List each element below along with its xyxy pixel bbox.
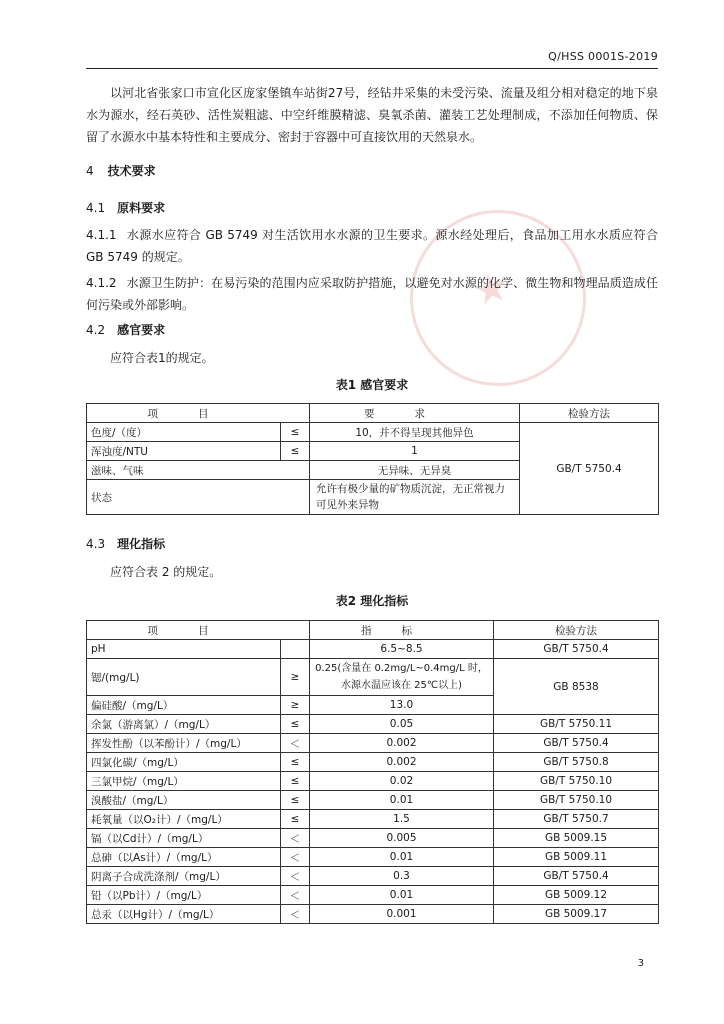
table-row xyxy=(87,640,659,659)
row-requirement: 无异味、无异臭 xyxy=(310,461,520,480)
table-row xyxy=(87,659,659,696)
intro-paragraph: 以河北省张家口市宣化区庞家堡镇车站街27号，经钻井采集的未受污染、流量及组分相对稳定的地下泉水为源水，经石英砂、活性炭粗滤、中空纤维膜精滤、臭氧杀菌、灌装工艺处理制成，不添加任何物质、保留了水源水中基本特性和主要成分、密封于容器中可直接饮用的天然泉水。 xyxy=(86,86,658,144)
section-number: 4.2 xyxy=(86,323,106,337)
row-name: 三氯甲烷/（mg/L） xyxy=(87,772,281,791)
table1-sensory xyxy=(86,403,659,515)
section-number: 4 xyxy=(86,164,94,178)
row-limit: ≤ xyxy=(281,442,310,461)
table-row xyxy=(87,734,659,753)
row-limit xyxy=(281,640,310,659)
section-number: 4.3 xyxy=(86,537,106,551)
row-method: GB/T 5750.8 xyxy=(494,753,659,772)
row-value: 1.5 xyxy=(310,810,494,829)
section-4-2-note: 应符合表1的规定。 xyxy=(110,351,214,365)
header-rule xyxy=(86,68,658,69)
row-limit: ＜ xyxy=(281,905,310,924)
row-method: GB/T 5750.4 xyxy=(494,640,659,659)
clause-text: 水源水应符合 GB 5749 对生活饮用水水源的卫生要求。源水经处理后，食品加工用水水质应符合 GB 5749 的规定。 xyxy=(86,228,658,264)
row-requirement: 允许有极少量的矿物质沉淀，无正常视力可见外来异物 xyxy=(310,480,520,515)
clause-number: 4.1.2 xyxy=(86,276,117,290)
row-name: 锶/(mg/L) xyxy=(87,659,281,696)
row-method: GB/T 5750.4 xyxy=(520,423,659,515)
table-header-method: 检验方法 xyxy=(494,621,659,640)
table-row xyxy=(87,867,659,886)
table-row xyxy=(87,772,659,791)
row-value: 0.25(含量在 0.2mg/L~0.4mg/L 时，水源水温应该在 25℃以上) xyxy=(310,659,494,696)
table-row xyxy=(87,810,659,829)
row-value: 0.01 xyxy=(310,886,494,905)
table-row xyxy=(87,791,659,810)
table2-caption: 表2 理化指标 xyxy=(335,594,409,608)
row-name: 镉（以Cd计）/（mg/L） xyxy=(87,829,281,848)
row-value: 0.001 xyxy=(310,905,494,924)
row-name: 滋味、气味 xyxy=(87,461,310,480)
row-limit: ＜ xyxy=(281,829,310,848)
row-requirement: 10，并不得呈现其他异色 xyxy=(310,423,520,442)
row-limit: ≥ xyxy=(281,659,310,696)
section-title: 技术要求 xyxy=(107,164,156,178)
table-row xyxy=(87,715,659,734)
row-method: GB/T 5750.10 xyxy=(494,791,659,810)
row-name: 挥发性酚（以苯酚计）/（mg/L） xyxy=(87,734,281,753)
table-row xyxy=(87,829,659,848)
row-method: GB/T 5750.7 xyxy=(494,810,659,829)
table2-physicochemical xyxy=(86,620,659,924)
seal-star-icon: ★ xyxy=(468,263,514,316)
clause-text: 水源卫生防护：在易污染的范围内应采取防护措施，以避免对水源的化学、微生物和物理品质造成任何污染或外部影响。 xyxy=(86,276,658,312)
section-title: 原料要求 xyxy=(117,201,166,215)
row-name: 阴离子合成洗涤剂/（mg/L） xyxy=(87,867,281,886)
row-name: 总砷（以As计）/（mg/L） xyxy=(87,848,281,867)
row-value: 0.05 xyxy=(310,715,494,734)
row-method: GB/T 5750.4 xyxy=(494,734,659,753)
row-method: GB/T 5750.4 xyxy=(494,867,659,886)
row-limit: ≤ xyxy=(281,791,310,810)
row-value: 13.0 xyxy=(310,696,494,715)
section-4-1-1-paragraph xyxy=(86,224,658,268)
row-name: 色度/（度） xyxy=(87,423,281,442)
table-header-row xyxy=(87,404,659,423)
row-method: GB 5009.15 xyxy=(494,829,659,848)
row-method: GB 8538 xyxy=(494,659,659,715)
page-number: 3 xyxy=(637,958,644,969)
row-limit: ≤ xyxy=(281,715,310,734)
row-value: 0.002 xyxy=(310,753,494,772)
table1-caption: 表1 感官要求 xyxy=(335,378,409,392)
row-name: 溴酸盐/（mg/L） xyxy=(87,791,281,810)
section-4-1-2-paragraph xyxy=(86,272,658,316)
row-value: 6.5~8.5 xyxy=(310,640,494,659)
table-header-requirement: 要求 xyxy=(310,404,520,423)
table-row xyxy=(87,905,659,924)
section-4-1-heading xyxy=(86,199,165,216)
row-name: 总汞（以Hg计）/（mg/L） xyxy=(87,905,281,924)
row-method: GB 5009.12 xyxy=(494,886,659,905)
table-row xyxy=(87,753,659,772)
section-number: 4.1 xyxy=(86,201,106,215)
row-limit: ＜ xyxy=(281,848,310,867)
row-value: 0.02 xyxy=(310,772,494,791)
section-4-3-note: 应符合表 2 的规定。 xyxy=(110,565,222,579)
row-name: 耗氧量（以O₂计）/（mg/L） xyxy=(87,810,281,829)
row-name: 偏硅酸/（mg/L） xyxy=(87,696,281,715)
row-limit: ＜ xyxy=(281,867,310,886)
section-4-2-heading xyxy=(86,321,165,338)
row-limit: ≤ xyxy=(281,423,310,442)
row-limit: ＜ xyxy=(281,734,310,753)
row-limit: ＜ xyxy=(281,886,310,905)
row-limit: ≥ xyxy=(281,696,310,715)
row-value: 0.002 xyxy=(310,734,494,753)
row-value: 0.01 xyxy=(310,848,494,867)
table-row xyxy=(87,886,659,905)
row-limit: ≤ xyxy=(281,753,310,772)
row-name: 余氯（游离氯）/（mg/L） xyxy=(87,715,281,734)
table-header-item: 项目 xyxy=(87,621,310,640)
row-name: 状态 xyxy=(87,480,310,515)
table-row xyxy=(87,848,659,867)
row-value: 0.005 xyxy=(310,829,494,848)
row-method: GB/T 5750.10 xyxy=(494,772,659,791)
section-4-3-heading xyxy=(86,535,165,552)
row-limit: ≤ xyxy=(281,810,310,829)
row-limit: ≤ xyxy=(281,772,310,791)
table-header-row xyxy=(87,621,659,640)
row-method: GB 5009.11 xyxy=(494,848,659,867)
section-title: 感官要求 xyxy=(117,323,166,337)
table-header-item: 项目 xyxy=(87,404,310,423)
table-header-method: 检验方法 xyxy=(520,404,659,423)
row-value: 0.3 xyxy=(310,867,494,886)
doc-code: Q/HSS 0001S-2019 xyxy=(548,50,658,63)
row-name: pH xyxy=(87,640,281,659)
section-title: 理化指标 xyxy=(117,537,166,551)
clause-number: 4.1.1 xyxy=(86,228,117,242)
section-4-heading xyxy=(86,162,156,179)
row-name: 四氯化碳/（mg/L） xyxy=(87,753,281,772)
table-header-index: 指标 xyxy=(310,621,494,640)
table-row xyxy=(87,423,659,442)
row-name: 铅（以Pb计）/（mg/L） xyxy=(87,886,281,905)
row-requirement: 1 xyxy=(310,442,520,461)
row-value: 0.01 xyxy=(310,791,494,810)
row-method: GB/T 5750.11 xyxy=(494,715,659,734)
row-method: GB 5009.17 xyxy=(494,905,659,924)
row-name: 浑浊度/NTU xyxy=(87,442,281,461)
